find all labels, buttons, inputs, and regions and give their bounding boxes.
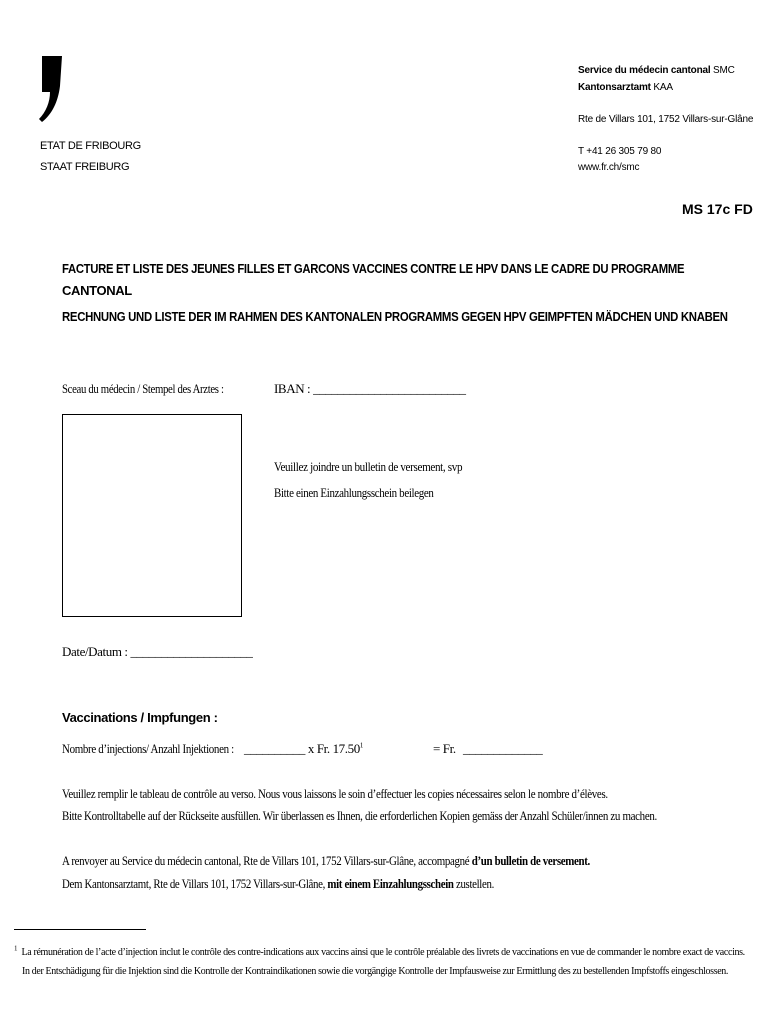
footnote-fr	[14, 944, 745, 958]
iban-blank[interactable]: _________________________	[313, 381, 466, 396]
footnote-reference: 1	[359, 741, 363, 750]
iban-label: IBAN :	[274, 381, 311, 396]
service-website: www.fr.ch/smc	[578, 162, 640, 173]
stamp-box[interactable]	[62, 414, 242, 617]
payment-slip-note-fr: Veuillez joindre un bulletin de versement, svp	[274, 459, 463, 474]
return-de-suffix: zustellen.	[455, 876, 494, 891]
service-address: Rte de Villars 101, 1752 Villars-sur-Glâne	[578, 114, 754, 125]
iban-field[interactable]	[274, 381, 466, 397]
injections-label: Nombre d’injections/ Anzahl Injektionen :	[62, 741, 234, 756]
date-label: Date/Datum :	[62, 644, 128, 659]
service-de-bold: Kantonsarztamt	[578, 82, 651, 93]
payment-slip-note-de: Bitte einen Einzahlungsschein beilegen	[274, 485, 434, 500]
fribourg-comma-logo	[38, 56, 64, 122]
return-de-bold: mit einem Einzahlungsschein	[327, 876, 454, 891]
injection-price: x Fr. 17.50	[307, 741, 360, 756]
total-equals-label: = Fr.	[433, 741, 456, 756]
title-fr-line1: FACTURE ET LISTE DES JEUNES FILLES ET GARCONS VACCINES CONTRE LE HPV DANS LE CADRE DU PROGRAMME	[62, 261, 685, 276]
footnote-de: In der Entschädigung für die Injektion sind die Kontrolle der Kontraindikationen sowie die vorgängige Kontrolle der Impfausweise zur Ermittlung des zu bestellenden Impfstoffs eingeschlossen.	[22, 966, 729, 977]
footnote-divider	[14, 929, 146, 930]
state-name-de: STAAT FREIBURG	[40, 161, 130, 173]
return-fr-bold: d’un bulletin de versement.	[471, 853, 590, 868]
injections-blank[interactable]: __________	[244, 741, 306, 756]
footnote-fr-text: La rémunération de l’acte d’injection inclut le contrôle des contre-indications aux vaccins ainsi que le contrôle préalable des livrets de vaccinations en vue de commander le nombre exact de vaccins.	[21, 947, 745, 958]
total-amount-field[interactable]: _____________	[463, 741, 543, 756]
fill-instructions-de: Bitte Kontrolltabelle auf der Rückseite ausfüllen. Wir überlassen es Ihnen, die erforderlichen Kopien gemäss der Anzahl Schüler/innen zu machen.	[62, 808, 657, 823]
injections-count-field[interactable]	[244, 741, 363, 757]
return-de-text: Dem Kantonsarztamt, Rte de Villars 101, 1752 Villars-sur-Glâne,	[62, 876, 326, 891]
state-name-fr: ETAT DE FRIBOURG	[40, 140, 141, 152]
title-de: RECHNUNG UND LISTE DER IM RAHMEN DES KANTONALEN PROGRAMMS GEGEN HPV GEIMPFTEN MÄDCHEN UND KNABEN	[62, 309, 728, 324]
document-code: MS 17c FD	[682, 201, 753, 217]
return-instructions-de	[62, 876, 494, 892]
service-name-de	[578, 82, 673, 93]
service-phone: T +41 26 305 79 80	[578, 146, 662, 157]
vaccinations-heading: Vaccinations / Impfungen :	[62, 710, 218, 725]
return-fr-text: A renvoyer au Service du médecin cantonal, Rte de Villars 101, 1752 Villars-sur-Glâne, accompagné	[62, 853, 470, 868]
title-fr-line2: CANTONAL	[62, 283, 132, 298]
date-field[interactable]	[62, 644, 252, 660]
fill-instructions-fr: Veuillez remplir le tableau de contrôle au verso. Nous vous laissons le soin d’effectuer les copies nécessaires selon le nombre d’élèves.	[62, 786, 608, 801]
service-name-fr	[578, 65, 735, 76]
stamp-label: Sceau du médecin / Stempel des Arztes :	[62, 381, 224, 396]
date-blank[interactable]: ____________________	[130, 644, 253, 659]
footnote-mark: 1	[14, 944, 18, 953]
service-de-abbr: KAA	[653, 82, 673, 93]
service-fr-abbr: SMC	[713, 65, 735, 76]
service-fr-bold: Service du médecin cantonal	[578, 65, 711, 76]
return-instructions-fr	[62, 853, 590, 869]
